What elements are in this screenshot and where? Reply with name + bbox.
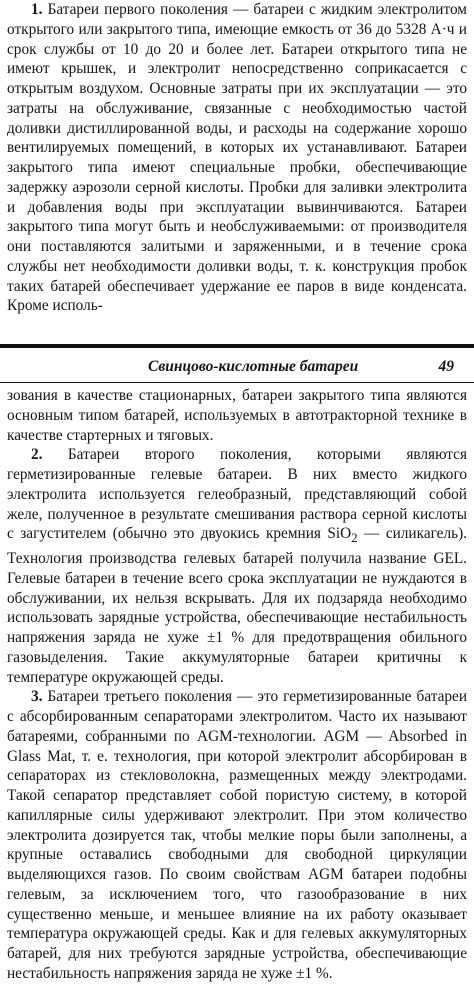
paragraph-third-generation: [7, 687, 467, 983]
paragraph-text: Батареи третьего поколения — это герметизированные батареи с абсорбированным сепараторами электролитом. Часто их называют батареями, собранными по AGM-технологии. AGM — Absorbed in Glass Mat, т. е. технология, при которой электролит абсорбирован в сепараторах из стекловолокна, размещенных между электродами. Такой сепаратор представляет собой пористую систему, в которой капиллярные силы удерживают электролит. При этом количество электролита дозируется так, чтобы мелкие поры были заполнены, а крупные оставались свободными для свободной циркуляции выделяющихся газов. По своим свойствам AGM батареи подобны гелевым, за исключением того, что газообразование в них существенно меньше, и меньшее влияние на их работу оказывает температура окружающей среды. Как и для гелевых аккумуляторных батарей, для них требуются зарядные устройства, обеспечивающие нестабильность напряжения заряда не хуже ±1 %.: [7, 688, 468, 982]
running-header-title: Свинцово-кислотные батареи: [148, 358, 359, 375]
paragraph-first-generation: [7, 0, 467, 316]
paragraph-number: 2.: [31, 446, 43, 464]
top-text-block: [7, 0, 467, 316]
paragraph-text-part-a: Батареи второго поколения, которыми являются герметизированные гелевые батареи. В них вместо жидкого электролита используется гелеобразный, представляющий собой желе, полученное в результате смешивания раствора серной кислоты с загустителем (обычно это двуокись кремния SiO: [7, 446, 468, 543]
page-number: 49: [438, 358, 454, 375]
running-header: [0, 348, 474, 383]
paragraph-second-generation: [7, 445, 467, 687]
paragraph-number: 1.: [31, 1, 43, 18]
paragraph-continuation: зования в качестве стационарных, батареи закрытого типа являются основным типом батарей, используемых в автотракторной технике в качестве стартерных и тяговых.: [7, 387, 467, 444]
paragraph-text-part-b: — силикагель). Технология производства гелевых батарей получила название GEL. Гелевые батареи в течение всего срока эксплуатации не нуждаются в обслуживании, их нельзя вскрывать. Для их подзаряда необходимо использовать зарядные устройства, обеспечивающие нестабильность напряжения заряда не хуже ±1 % для предотвращения обильного газовыделения. Такие аккумуляторные батареи критичны к температуре окружающей среды.: [7, 525, 467, 686]
paragraph-number: 3.: [31, 688, 43, 706]
subscript-two: 2: [351, 531, 358, 546]
paragraph-text: Батареи первого поколения — батареи с жидким электролитом открытого или закрытого типа, имеющие емкость от 36 до 5328 А·ч и срок службы от 10 до 20 и более лет. Батареи открытого типа не имеют крышек, и электролит непосредственно соприкасается с открытым воздухом. Основные затраты при их эксплуатации — это затраты на обслуживание, связанные с необходимостью частой доливки дистиллированной воды, и расходы на содержание хорошо вентилируемых помещений, в которых их устанавливают. Батареи закрытого типа имеют специальные пробки, обеспечивающие задержку аэрозоли серной кислоты. Пробки для заливки электролита и добавления воды при эксплуатации вывинчиваются. Батареи закрытого типа могут быть и необслуживаемыми: от производителя они поставляются залитыми и заряженными, и в течение срока службы нет необходимости доливки воды, т. к. конструкция пробок таких батарей обеспечивает удержание ее паров в виде конденсата. Кроме исполь-: [7, 1, 467, 315]
bottom-text-block: [7, 386, 467, 984]
